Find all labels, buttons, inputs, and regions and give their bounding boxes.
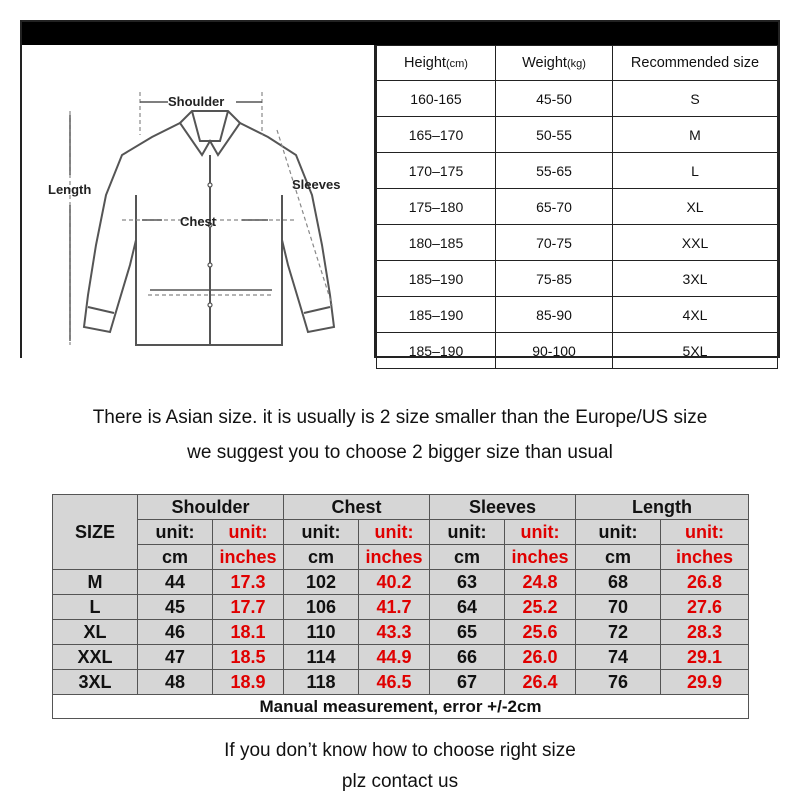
footer-row <box>53 695 749 719</box>
height-cell: 175–180 <box>377 189 496 225</box>
table-row <box>53 670 749 695</box>
height-weight-size-table <box>376 45 778 369</box>
size-cell: 3XL <box>613 261 778 297</box>
unit-label: unit: <box>284 520 359 545</box>
inches-cell: 25.6 <box>505 620 576 645</box>
weight-cell: 50-55 <box>496 117 613 153</box>
weight-cell: 55-65 <box>496 153 613 189</box>
inches-cell: 40.2 <box>359 570 430 595</box>
size-column-header: SIZE <box>53 495 138 570</box>
height-cell: 170–175 <box>377 153 496 189</box>
height-cell: 165–170 <box>377 117 496 153</box>
cm-cell: 47 <box>138 645 213 670</box>
unit-cm: cm <box>576 545 661 570</box>
shirt-diagram <box>22 45 376 358</box>
unit-label: unit: <box>359 520 430 545</box>
cm-cell: 66 <box>430 645 505 670</box>
table-row <box>377 81 778 117</box>
cm-cell: 63 <box>430 570 505 595</box>
table-row <box>377 117 778 153</box>
help-note: If you don’t know how to choose right size <box>224 740 576 761</box>
unit-cm: cm <box>138 545 213 570</box>
inches-cell: 29.1 <box>661 645 749 670</box>
inches-cell: 18.1 <box>213 620 284 645</box>
unit-cm: cm <box>430 545 505 570</box>
table-row <box>377 333 778 369</box>
unit-inches: inches <box>359 545 430 570</box>
cm-cell: 46 <box>138 620 213 645</box>
weight-cell: 85-90 <box>496 297 613 333</box>
cm-cell: 118 <box>284 670 359 695</box>
weight-cell: 90-100 <box>496 333 613 369</box>
table-row <box>377 261 778 297</box>
inches-cell: 17.7 <box>213 595 284 620</box>
unit-label: unit: <box>576 520 661 545</box>
cm-cell: 44 <box>138 570 213 595</box>
size-cell: XXL <box>613 225 778 261</box>
size-cell: M <box>53 570 138 595</box>
inches-cell: 24.8 <box>505 570 576 595</box>
weight-cell: 75-85 <box>496 261 613 297</box>
inches-cell: 25.2 <box>505 595 576 620</box>
height-header: Height(cm) <box>377 46 496 81</box>
cm-cell: 114 <box>284 645 359 670</box>
cm-cell: 65 <box>430 620 505 645</box>
length-label: Length <box>48 182 92 197</box>
weight-cell: 70-75 <box>496 225 613 261</box>
unit-label: unit: <box>505 520 576 545</box>
unit-inches: inches <box>213 545 284 570</box>
size-header: Recommended size <box>613 46 778 81</box>
asian-size-note: There is Asian size. it is usually is 2 size smaller than the Europe/US size <box>92 407 708 428</box>
inches-cell: 41.7 <box>359 595 430 620</box>
inches-cell: 18.9 <box>213 670 284 695</box>
cm-cell: 64 <box>430 595 505 620</box>
shoulder-label: Shoulder <box>168 94 225 109</box>
contact-note: plz contact us <box>341 771 459 792</box>
size-guide-panel <box>20 20 780 358</box>
weight-cell: 45-50 <box>496 81 613 117</box>
table-header-row <box>377 46 778 81</box>
inches-cell: 26.0 <box>505 645 576 670</box>
table-row <box>377 153 778 189</box>
table-row <box>377 189 778 225</box>
height-cell: 160-165 <box>377 81 496 117</box>
unit-label: unit: <box>138 520 213 545</box>
cm-cell: 48 <box>138 670 213 695</box>
cm-cell: 110 <box>284 620 359 645</box>
weight-cell: 65-70 <box>496 189 613 225</box>
group-header: Shoulder <box>138 495 284 520</box>
inches-cell: 46.5 <box>359 670 430 695</box>
height-cell: 180–185 <box>377 225 496 261</box>
size-cell: 5XL <box>613 333 778 369</box>
cm-cell: 102 <box>284 570 359 595</box>
cm-cell: 70 <box>576 595 661 620</box>
unit-cm: cm <box>284 545 359 570</box>
unit-name-row <box>53 545 749 570</box>
suggestion-note: we suggest you to choose 2 bigger size than usual <box>187 442 613 463</box>
table-row <box>377 225 778 261</box>
inches-cell: 18.5 <box>213 645 284 670</box>
size-cell: 4XL <box>613 297 778 333</box>
inches-cell: 26.4 <box>505 670 576 695</box>
table-row <box>377 297 778 333</box>
unit-inches: inches <box>661 545 749 570</box>
cm-cell: 68 <box>576 570 661 595</box>
table-row <box>53 570 749 595</box>
weight-header: Weight(kg) <box>496 46 613 81</box>
cm-cell: 45 <box>138 595 213 620</box>
measurement-footnote: Manual measurement, error +/-2cm <box>53 695 749 719</box>
inches-cell: 27.6 <box>661 595 749 620</box>
unit-inches: inches <box>505 545 576 570</box>
unit-label: unit: <box>213 520 284 545</box>
inches-cell: 29.9 <box>661 670 749 695</box>
cm-cell: 106 <box>284 595 359 620</box>
height-cell: 185–190 <box>377 297 496 333</box>
height-cell: 185–190 <box>377 261 496 297</box>
size-cell: M <box>613 117 778 153</box>
chest-label: Chest <box>180 214 217 229</box>
inches-cell: 44.9 <box>359 645 430 670</box>
height-cell: 185–190 <box>377 333 496 369</box>
cm-cell: 72 <box>576 620 661 645</box>
unit-label: unit: <box>430 520 505 545</box>
size-cell: XL <box>613 189 778 225</box>
inches-cell: 17.3 <box>213 570 284 595</box>
header-bar <box>22 22 778 45</box>
cm-cell: 76 <box>576 670 661 695</box>
group-header: Sleeves <box>430 495 576 520</box>
size-cell: 3XL <box>53 670 138 695</box>
size-cell: XXL <box>53 645 138 670</box>
table-row <box>53 645 749 670</box>
inches-cell: 28.3 <box>661 620 749 645</box>
group-header-row <box>53 495 749 520</box>
unit-label-row <box>53 520 749 545</box>
cm-cell: 74 <box>576 645 661 670</box>
table-row <box>53 595 749 620</box>
inches-cell: 43.3 <box>359 620 430 645</box>
size-cell: XL <box>53 620 138 645</box>
sleeves-label: Sleeves <box>292 177 341 192</box>
group-header: Length <box>576 495 749 520</box>
size-cell: L <box>53 595 138 620</box>
measurement-table <box>52 494 749 719</box>
group-header: Chest <box>284 495 430 520</box>
size-cell: S <box>613 81 778 117</box>
table-row <box>53 620 749 645</box>
shirt-illustration <box>22 45 374 358</box>
cm-cell: 67 <box>430 670 505 695</box>
inches-cell: 26.8 <box>661 570 749 595</box>
size-cell: L <box>613 153 778 189</box>
unit-label: unit: <box>661 520 749 545</box>
